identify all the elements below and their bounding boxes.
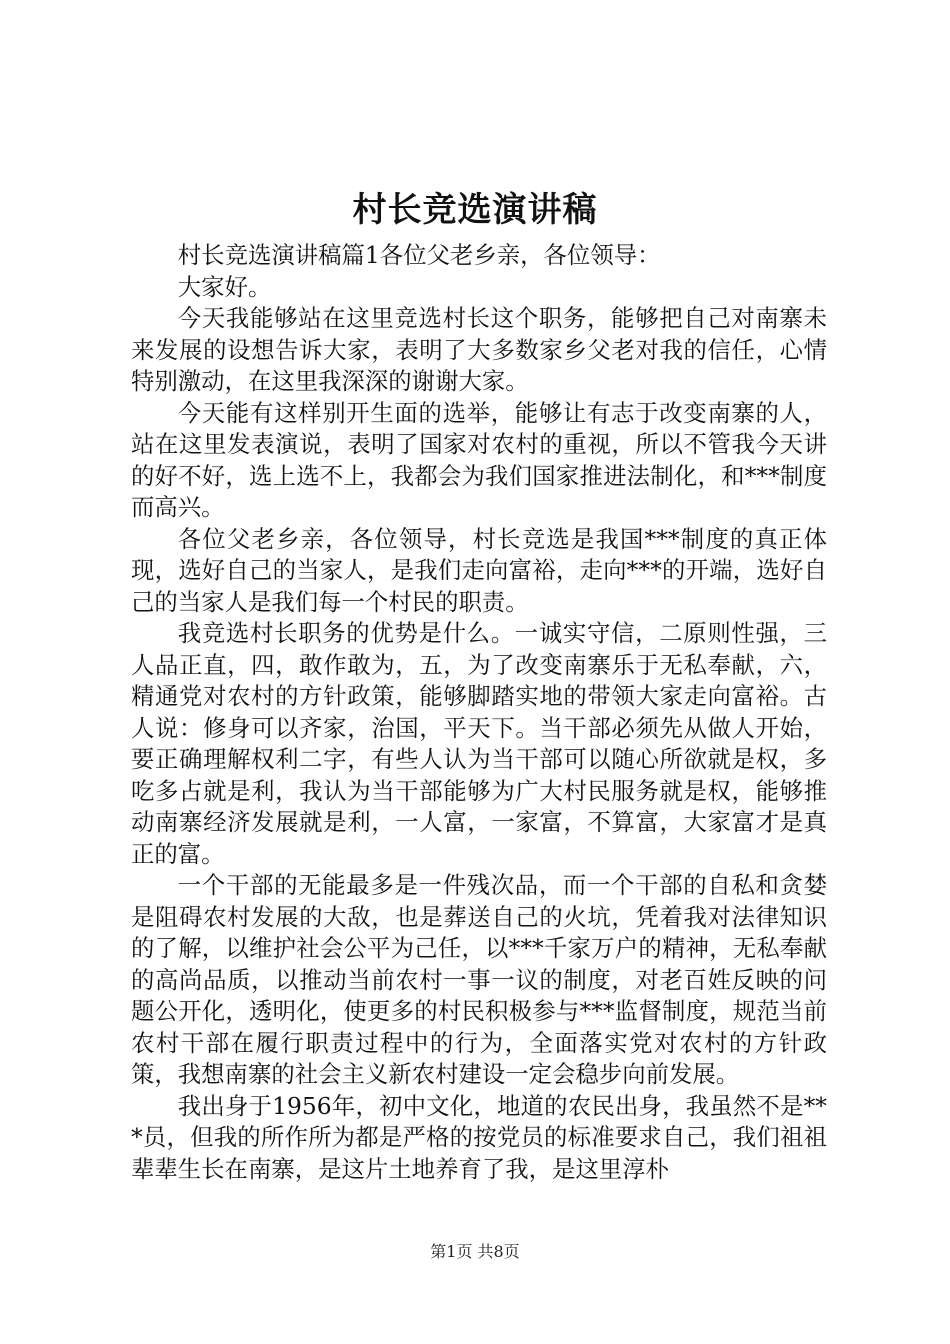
- paragraph-cadre: 一个干部的无能最多是一件残次品，而一个干部的自私和贪婪是阻碍农村发展的大敌，也是葬送自己的火坑，凭着我对法律知识的了解，以维护社会公平为己任，以***千家万户的精神，无私奉献的高尚品质，以推动当前农村一事一议的制度，对老百姓反映的问题公开化，透明化，使更多的村民积极参与***监督制度，规范当前农村干部在履行职责过程中的行为，全面落实党对农村的方针政策，我想南寨的社会主义新农村建设一定会稳步向前发展。: [131, 871, 827, 1088]
- paragraph-election: 今天能有这样别开生面的选举，能够让有志于改变南寨的人，站在这里发表演说，表明了国家对农村的重视，所以不管我今天讲的好不好，选上选不上，我都会为我们国家推进法制化，和***制度而高兴。: [131, 398, 827, 521]
- paragraph-strengths: 我竞选村长职务的优势是什么。一诚实守信，二原则性强，三人品正直，四，敢作敢为，五，为了改变南寨乐于无私奉献，六，精通党对农村的方针政策，能够脚踏实地的带领大家走向富裕。古人说：修身可以齐家，治国，平天下。当干部必须先从做人开始，要正确理解权利二字，有些人认为当干部可以随心所欲就是权，多吃多占就是利，我认为当干部能够为广大村民服务就是权，能够推动南寨经济发展就是利，一人富，一家富，不算富，大家富才是真正的富。: [131, 619, 827, 868]
- document-body: [131, 240, 827, 1185]
- paragraph-gratitude: 今天我能够站在这里竞选村长这个职务，能够把自己对南寨未来发展的设想告诉大家，表明了大多数家乡父老对我的信任，心情特别激动，在这里我深深的谢谢大家。: [131, 304, 827, 395]
- paragraph-hello: 大家好。: [177, 272, 272, 301]
- paragraph-duty: 各位父老乡亲，各位领导，村长竞选是我国***制度的真正体现，选好自己的当家人，是我们走向富裕，走向***的开端，选好自己的当家人是我们每一个村民的职责。: [131, 524, 827, 616]
- paragraph-background: 我出身于1956年，初中文化，地道的农民出身，我虽然不是***员，但我的所作所为都是严格的按党员的标准要求自己，我们祖祖辈辈生长在南寨，是这片土地养育了我，是这里淳朴: [131, 1091, 827, 1183]
- page-number-footer: 第1页 共8页: [430, 1242, 520, 1261]
- paragraph-greeting: 村长竞选演讲稿篇1各位父老乡亲，各位领导：: [177, 241, 661, 269]
- document-title: 村长竞选演讲稿: [352, 190, 598, 230]
